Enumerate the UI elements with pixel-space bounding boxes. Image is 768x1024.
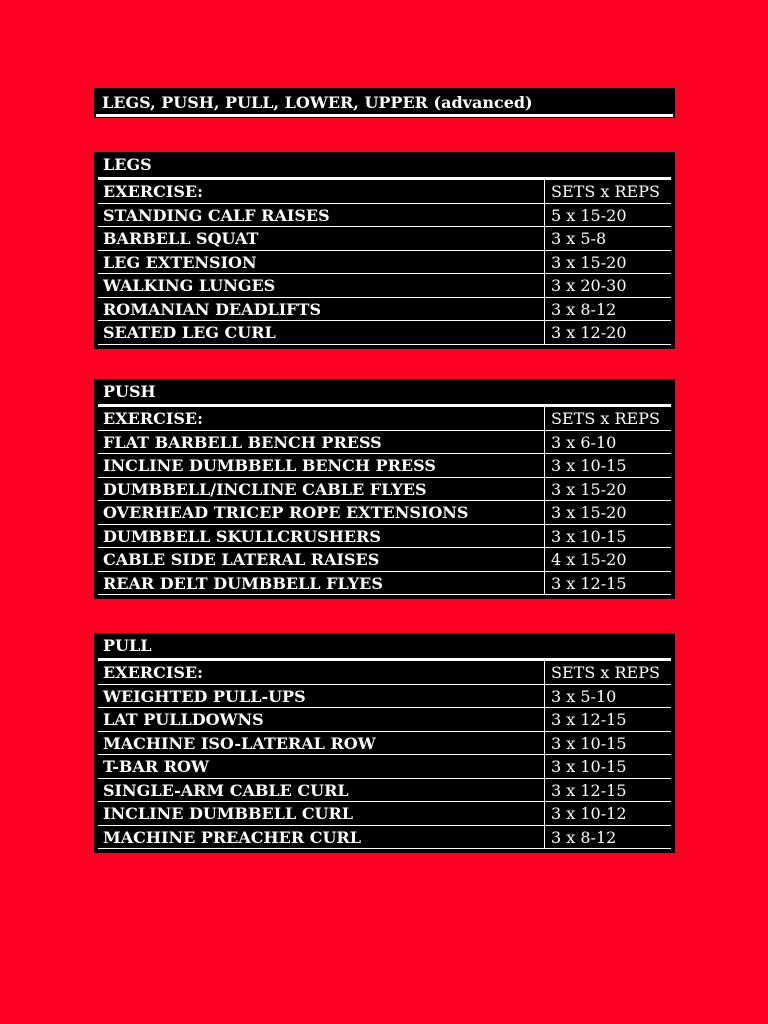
- exercise-name: DUMBBELL SKULLCRUSHERS: [98, 525, 545, 548]
- table-row: [98, 708, 671, 732]
- sets-reps-value: 4 x 15-20: [551, 550, 627, 569]
- exercise-name: INCLINE DUMBBELL BENCH PRESS: [98, 454, 545, 477]
- table-row: [98, 572, 671, 596]
- sets-reps-column-header: SETS x REPS: [551, 663, 660, 682]
- table-row: [98, 321, 671, 345]
- exercise-name: FLAT BARBELL BENCH PRESS: [98, 431, 545, 454]
- table-row: [98, 431, 671, 455]
- table-row: [98, 204, 671, 228]
- exercise-name: MACHINE PREACHER CURL: [98, 826, 545, 849]
- sets-reps-value: 3 x 12-15: [551, 573, 627, 593]
- table-header-row: [98, 661, 671, 685]
- sets-reps-value: 3 x 10-15: [551, 733, 627, 753]
- table-row: [98, 251, 671, 275]
- table-row: [98, 779, 671, 803]
- sets-reps-value: 3 x 20-30: [551, 276, 627, 295]
- exercise-name: BARBELL SQUAT: [98, 227, 545, 250]
- sets-reps-value: 3 x 10-15: [551, 456, 627, 475]
- exercise-name: INCLINE DUMBBELL CURL: [98, 802, 545, 825]
- table-row: [98, 685, 671, 709]
- document-title: LEGS, PUSH, PULL, LOWER, UPPER (advanced): [102, 93, 533, 112]
- table-row: [98, 478, 671, 502]
- sets-reps-value: 3 x 15-20: [551, 479, 627, 499]
- sets-reps-value: 3 x 15-20: [551, 503, 627, 522]
- exercise-name: STANDING CALF RAISES: [98, 204, 545, 227]
- exercise-name: LEG EXTENSION: [98, 251, 545, 274]
- exercise-column-header: EXERCISE:: [98, 407, 545, 430]
- table-row: [98, 525, 671, 549]
- table-row: [98, 548, 671, 572]
- exercise-name: WALKING LUNGES: [98, 274, 545, 297]
- section-title: PUSH: [98, 381, 671, 407]
- exercise-name: OVERHEAD TRICEP ROPE EXTENSIONS: [98, 501, 545, 524]
- table-row: [98, 501, 671, 525]
- sets-reps-value: 3 x 10-12: [551, 804, 627, 823]
- exercise-name: ROMANIAN DEADLIFTS: [98, 298, 545, 321]
- exercise-name: LAT PULLDOWNS: [98, 708, 545, 731]
- sets-reps-value: 5 x 15-20: [551, 205, 627, 225]
- sets-reps-value: 3 x 10-15: [551, 757, 627, 776]
- title-underline: [96, 114, 673, 117]
- exercise-name: WEIGHTED PULL-UPS: [98, 685, 545, 708]
- table-row: [98, 732, 671, 756]
- table-header-row: [98, 180, 671, 204]
- exercise-name: CABLE SIDE LATERAL RAISES: [98, 548, 545, 571]
- sets-reps-value: 3 x 6-10: [551, 432, 617, 452]
- table-header-row: [98, 407, 671, 431]
- exercise-name: SEATED LEG CURL: [98, 321, 545, 344]
- table-row: [98, 298, 671, 322]
- exercise-column-header: EXERCISE:: [98, 661, 545, 684]
- sets-reps-value: 3 x 5-8: [551, 229, 607, 248]
- table-row: [98, 274, 671, 298]
- sets-reps-value: 3 x 8-12: [551, 299, 617, 319]
- exercise-column-header: EXERCISE:: [98, 180, 545, 203]
- table-row: [98, 802, 671, 826]
- exercise-name: MACHINE ISO-LATERAL ROW: [98, 732, 545, 755]
- exercise-name: SINGLE-ARM CABLE CURL: [98, 779, 545, 802]
- table-row: [98, 826, 671, 850]
- sets-reps-value: 3 x 12-20: [551, 323, 627, 342]
- sets-reps-value: 3 x 10-15: [551, 526, 627, 546]
- sets-reps-value: 3 x 5-10: [551, 686, 617, 706]
- section-title: PULL: [98, 635, 671, 661]
- table-row: [98, 227, 671, 251]
- sets-reps-value: 3 x 12-15: [551, 710, 627, 729]
- table-row: [98, 454, 671, 478]
- exercise-name: REAR DELT DUMBBELL FLYES: [98, 572, 545, 595]
- sets-reps-value: 3 x 8-12: [551, 827, 617, 847]
- pull-table: [94, 633, 675, 853]
- sets-reps-value: 3 x 15-20: [551, 252, 627, 272]
- sets-reps-value: 3 x 12-15: [551, 780, 627, 800]
- exercise-name: DUMBBELL/INCLINE CABLE FLYES: [98, 478, 545, 501]
- document-title-bar: [94, 88, 675, 118]
- push-table: [94, 379, 675, 599]
- section-title: LEGS: [98, 154, 671, 180]
- sets-reps-column-header: SETS x REPS: [551, 182, 660, 201]
- legs-table: [94, 152, 675, 349]
- table-row: [98, 755, 671, 779]
- sets-reps-column-header: SETS x REPS: [551, 409, 660, 428]
- exercise-name: T-BAR ROW: [98, 755, 545, 778]
